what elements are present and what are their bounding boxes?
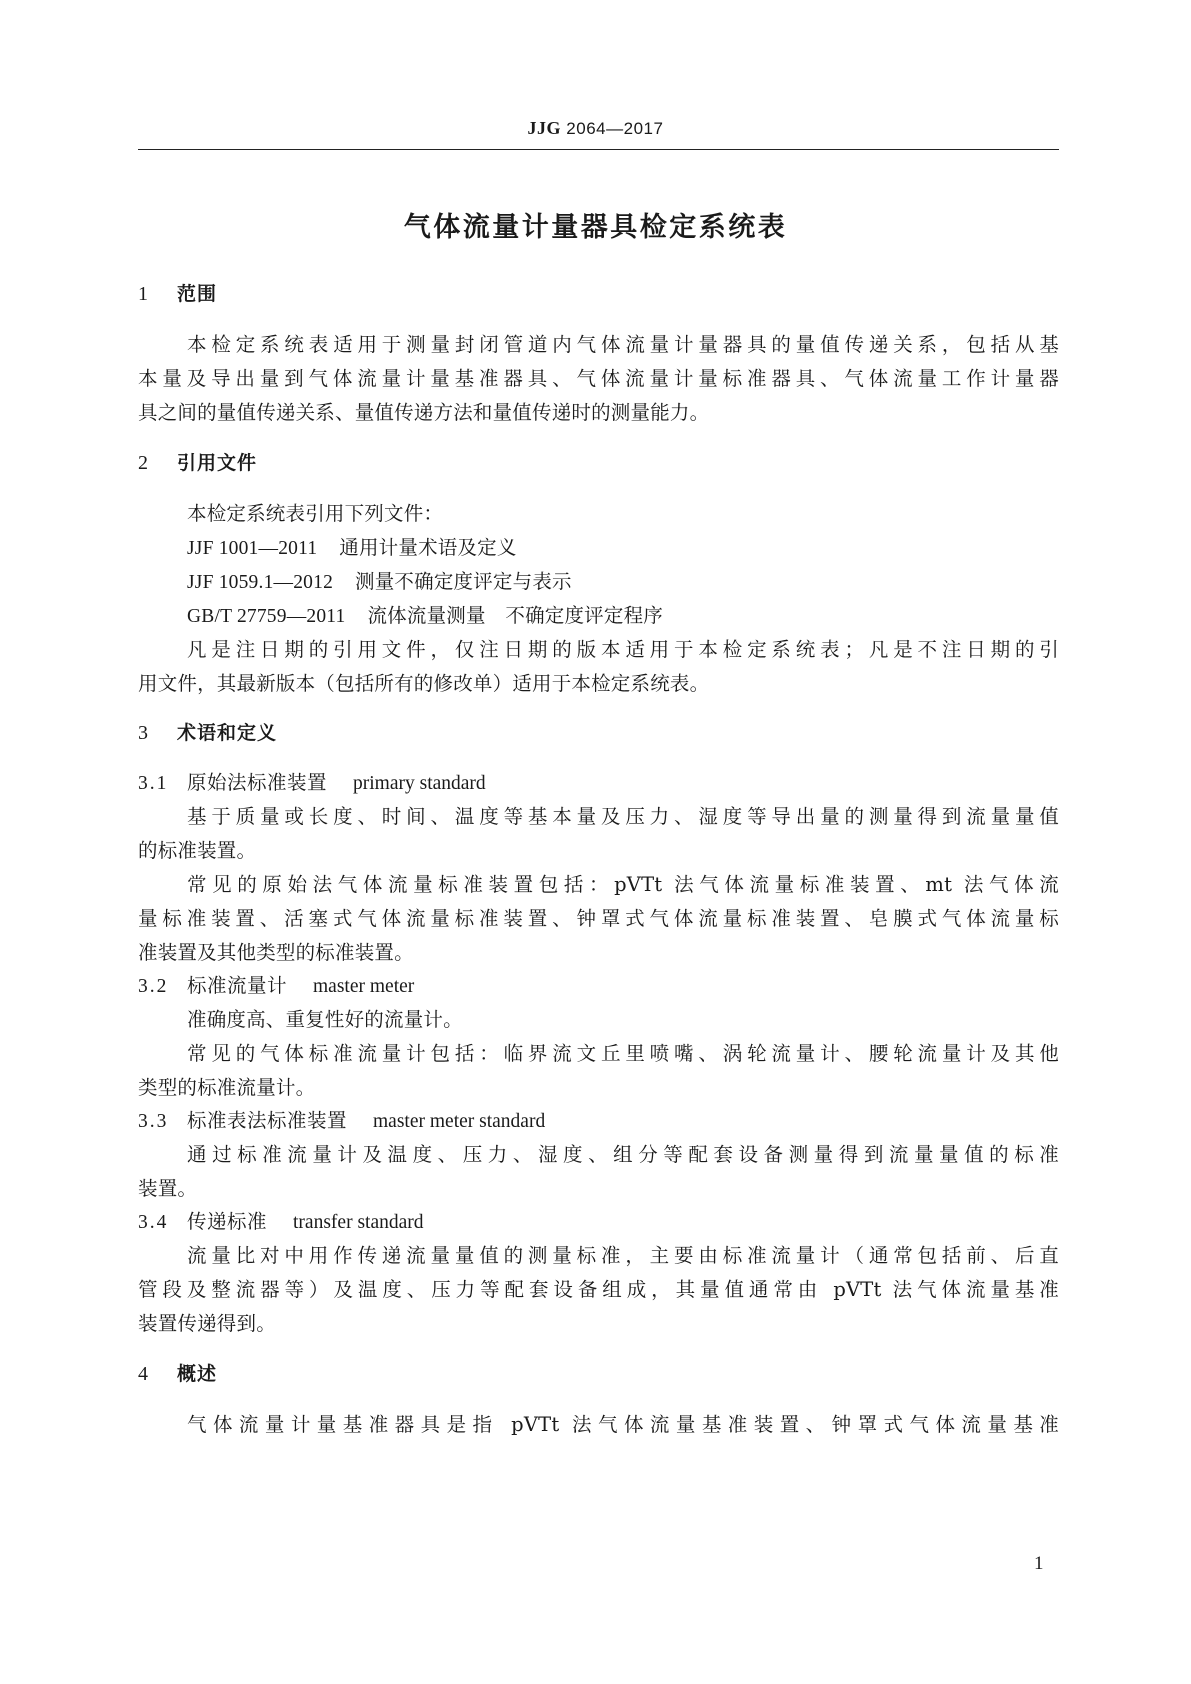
reference-item: JJF 1001—2011 通用计量术语及定义 (187, 536, 517, 559)
reference-intro: 本检定系统表引用下列文件： (187, 502, 444, 525)
paragraph-line: 基于质量或长度、时间、温度等基本量及压力、湿度等导出量的测量得到流量量值 (187, 805, 1059, 828)
paragraph-line: 本检定系统表适用于测量封闭管道内气体流量计量器具的量值传递关系，包括从基 (187, 333, 1059, 356)
paragraph-line: 具之间的量值传递关系、量值传递方法和量值传递时的测量能力。 (138, 401, 710, 424)
header-number: 2064—2017 (566, 119, 664, 138)
paragraph-line: 通过标准流量计及温度、压力、湿度、组分等配套设备测量得到流量量值的标准 (187, 1143, 1059, 1166)
term-3-3: 3.3 标准表法标准装置 master meter standard (138, 1109, 546, 1132)
term-3-4: 3.4 传递标准 transfer standard (138, 1210, 424, 1233)
page-title: 气体流量计量器具检定系统表 (403, 212, 788, 243)
section-heading-4: 4 概述 (138, 1363, 218, 1385)
reference-item: GB/T 27759—2011 流体流量测量 不确定度评定程序 (187, 604, 663, 627)
section-heading-1: 1 范围 (138, 283, 218, 305)
paragraph-line: 装置。 (138, 1177, 198, 1200)
paragraph-line: 装置传递得到。 (138, 1312, 276, 1335)
term-3-1: 3.1 原始法标准装置 primary standard (138, 771, 486, 794)
paragraph-line: 量标准装置、活塞式气体流量标准装置、钟罩式气体流量标准装置、皂膜式气体流量标 (138, 907, 1059, 930)
reference-item: JJF 1059.1—2012 测量不确定度评定与表示 (187, 570, 572, 593)
paragraph-line: 凡是注日期的引用文件，仅注日期的版本适用于本检定系统表；凡是不注日期的引 (187, 638, 1059, 661)
paragraph-line: 用文件，其最新版本（包括所有的修改单）适用于本检定系统表。 (138, 672, 710, 695)
term-3-2: 3.2 标准流量计 master meter (138, 974, 415, 997)
header-rule (138, 149, 1059, 150)
paragraph-line: 流量比对中用作传递流量量值的测量标准，主要由标准流量计（通常包括前、后直 (187, 1244, 1059, 1267)
header-code: JJG (527, 118, 562, 138)
section-heading-2: 2 引用文件 (138, 452, 258, 474)
section-heading-3: 3 术语和定义 (138, 722, 278, 744)
paragraph-line: 准确度高、重复性好的流量计。 (187, 1008, 463, 1031)
paragraph-line: 常见的气体标准流量计包括：临界流文丘里喷嘴、涡轮流量计、腰轮流量计及其他 (187, 1042, 1059, 1065)
paragraph-line: 常见的原始法气体流量标准装置包括：pVTt 法气体流量标准装置、mt 法气体流 (187, 873, 1059, 896)
paragraph-line: 本量及导出量到气体流量计量基准器具、气体流量计量标准器具、气体流量工作计量器 (138, 367, 1059, 390)
paragraph-line: 类型的标准流量计。 (138, 1076, 316, 1099)
page-number: 1 (1034, 1553, 1044, 1574)
paragraph-line: 的标准装置。 (138, 839, 257, 862)
page-header (0, 118, 1191, 139)
paragraph-line: 准装置及其他类型的标准装置。 (138, 941, 414, 964)
paragraph-line: 气体流量计量基准器具是指 pVTt 法气体流量基准装置、钟罩式气体流量基准 (187, 1413, 1059, 1436)
paragraph-line: 管段及整流器等）及温度、压力等配套设备组成，其量值通常由 pVTt 法气体流量基准 (138, 1278, 1059, 1301)
